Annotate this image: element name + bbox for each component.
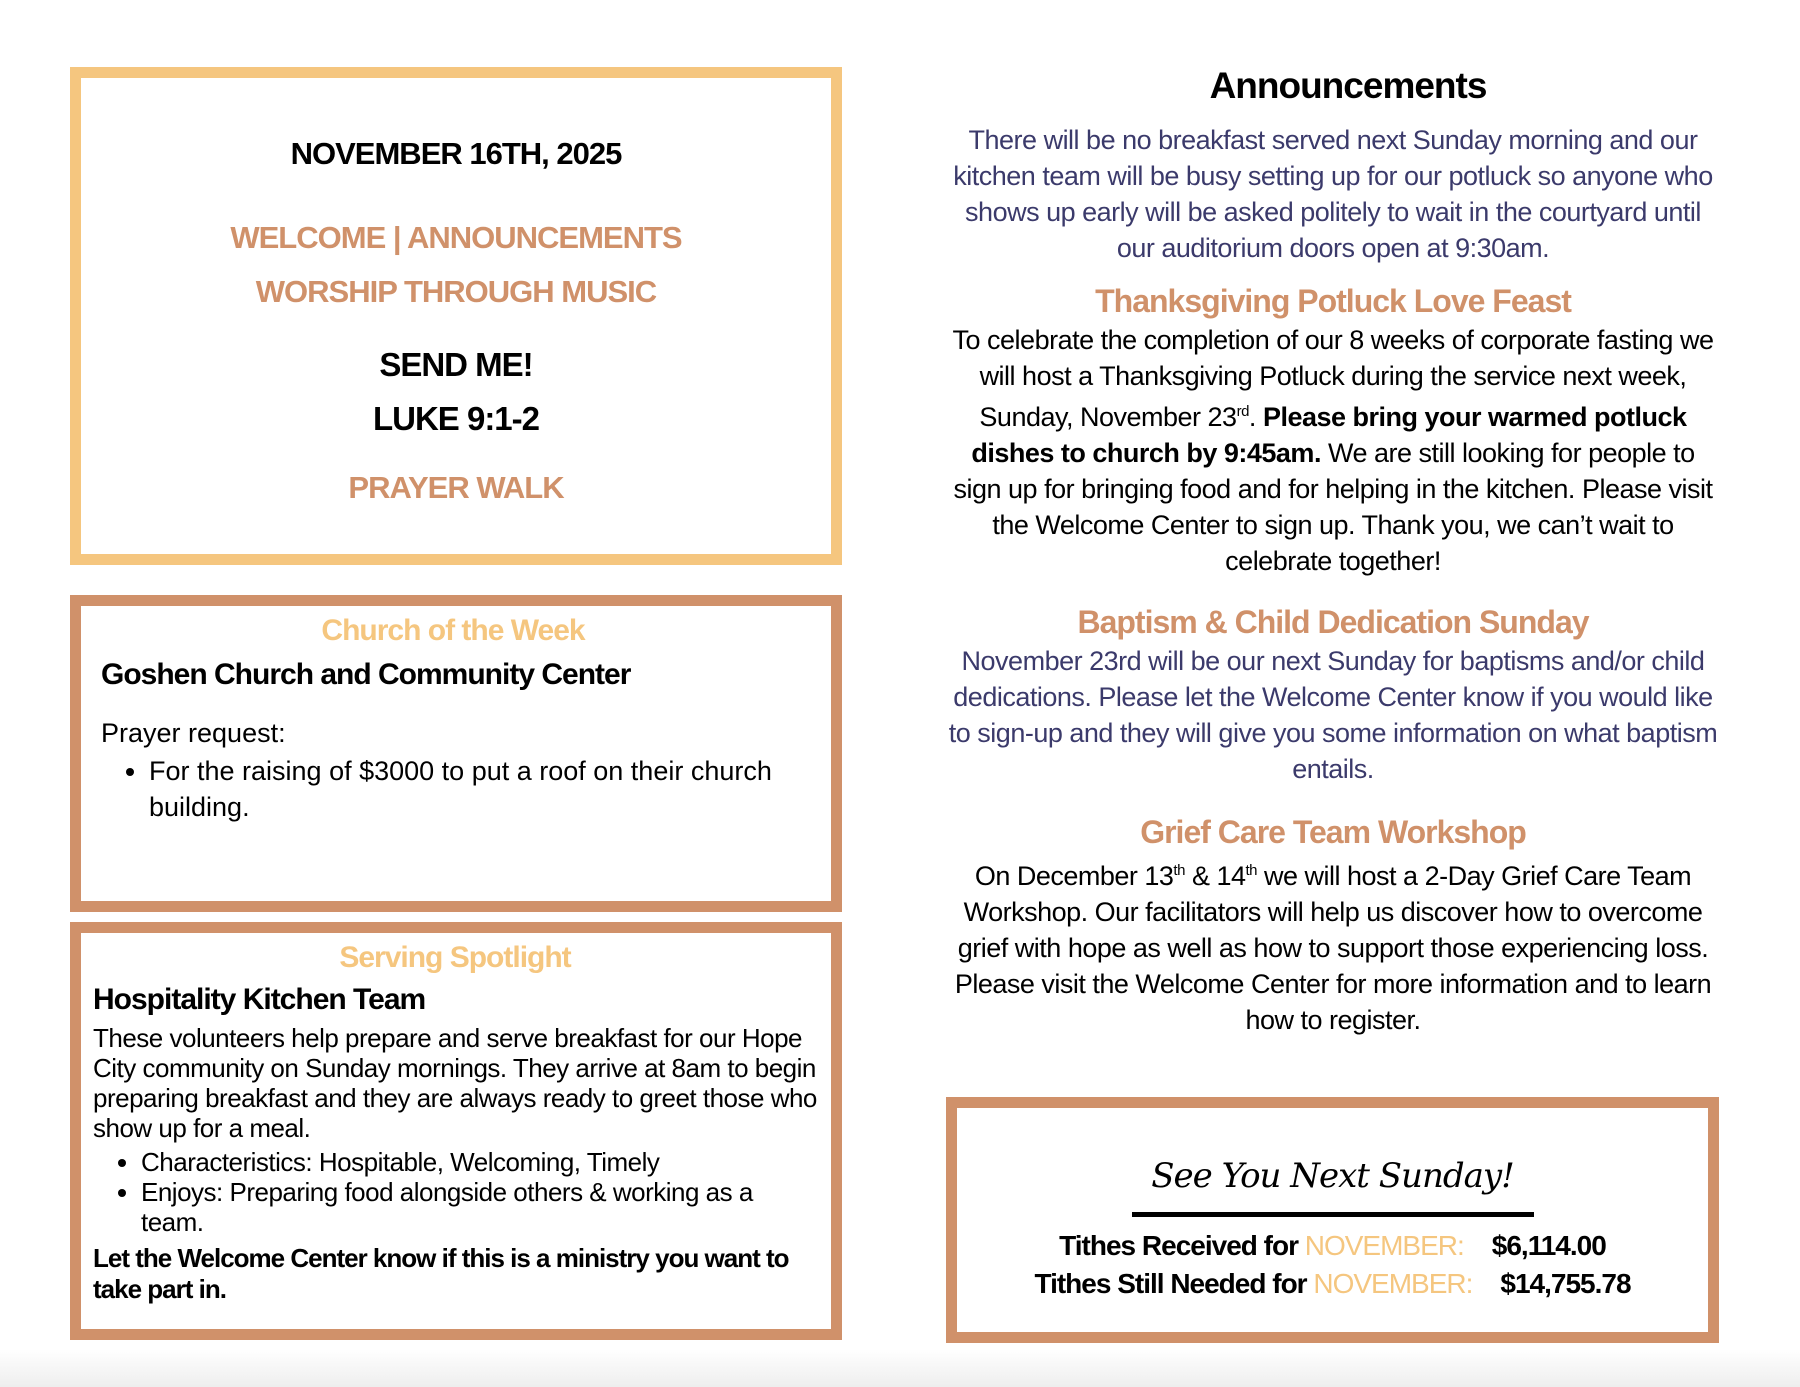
prayer-request-label: Prayer request:: [101, 718, 286, 748]
baptism-text: November 23rd will be our next Sunday for baptisms and/or child dedications. Please let the Welcome Center know if you would like to sign-up and they will give you some information on what baptism entails.: [948, 646, 1718, 784]
spotlight-cta: Let the Welcome Center know if this is a ministry you want to take part in.: [93, 1243, 789, 1304]
grief-heading: Grief Care Team Workshop: [1140, 814, 1526, 850]
church-of-week-box: [70, 595, 842, 912]
tithes-needed-line: Tithes Still Needed for NOVEMBER: $14,755.78: [1034, 1268, 1631, 1299]
team-trait-item: • Enjoys: Preparing food alongside others & working as a team.: [141, 1177, 817, 1237]
team-description: These volunteers help prepare and serve breakfast for our Hope City community on Sunday mornings. They arrive at 8am to begin preparing breakfast and they are always ready to greet those who show up for a meal.: [93, 1023, 817, 1143]
signoff-divider: [1132, 1212, 1534, 1217]
service-item-welcome: WELCOME | ANNOUNCEMENTS: [230, 220, 682, 255]
announcements-title: Announcements: [1209, 65, 1487, 106]
tithes-received-amount: $6,114.00: [1491, 1230, 1606, 1261]
service-item-worship: WORSHIP THROUGH MUSIC: [255, 274, 657, 309]
serving-spotlight-box: [70, 922, 842, 1340]
service-item-prayer-walk: PRAYER WALK: [348, 470, 564, 505]
team-traits-list: [93, 1147, 817, 1237]
announcements-column: [948, 62, 1718, 1038]
order-of-service-box: [70, 67, 842, 565]
serving-spotlight-heading: Serving Spotlight: [339, 941, 571, 974]
team-trait-item: • Characteristics: Hospitable, Welcoming, Timely: [141, 1147, 817, 1177]
church-of-week-heading: Church of the Week: [321, 614, 585, 647]
prayer-request-list: [101, 753, 805, 825]
potluck-heading: Thanksgiving Potluck Love Feast: [1095, 283, 1571, 319]
sermon-title: SEND ME!: [379, 346, 533, 383]
announcement-intro: There will be no breakfast served next Sunday morning and our kitchen team will be busy setting up for our potluck so anyone who shows up early will be asked politely to wait in the courtyard until our auditorium doors open at 9:30am.: [953, 125, 1713, 263]
tithes-box: [946, 1097, 1719, 1343]
signoff-text: See You Next Sunday!: [1151, 1156, 1514, 1196]
church-name: Goshen Church and Community Center: [101, 658, 631, 691]
prayer-request-item: • For the raising of $3000 to put a roof on their church building.: [149, 753, 805, 825]
potluck-text: To celebrate the completion of our 8 weeks of corporate fasting we will host a Thanksgiving Potluck during the service next week, Sunday, November 23rd. Please bring your warmed potluck dishes to church by 9:45am. We are still looking for people to sign up for bringing food and for helping in the kitchen. Please visit the Welcome Center to sign up. Thank you, we can’t wait to celebrate together!: [952, 325, 1714, 576]
tithes-received-line: Tithes Received for NOVEMBER: $6,114.00: [1059, 1230, 1606, 1261]
sermon-scripture: LUKE 9:1-2: [372, 400, 540, 437]
page-bottom-edge: [0, 1349, 1800, 1387]
tithes-needed-amount: $14,755.78: [1500, 1268, 1631, 1299]
team-name: Hospitality Kitchen Team: [93, 983, 426, 1016]
grief-text: On December 13th & 14th we will host a 2-Day Grief Care Team Workshop. Our facilitators will help us discover how to overcome grief with hope as well as how to support those experiencing loss. Please visit the Welcome Center for more information and to learn how to register.: [954, 861, 1712, 1035]
service-date: NOVEMBER 16TH, 2025: [290, 136, 622, 171]
baptism-heading: Baptism & Child Dedication Sunday: [1077, 604, 1589, 640]
